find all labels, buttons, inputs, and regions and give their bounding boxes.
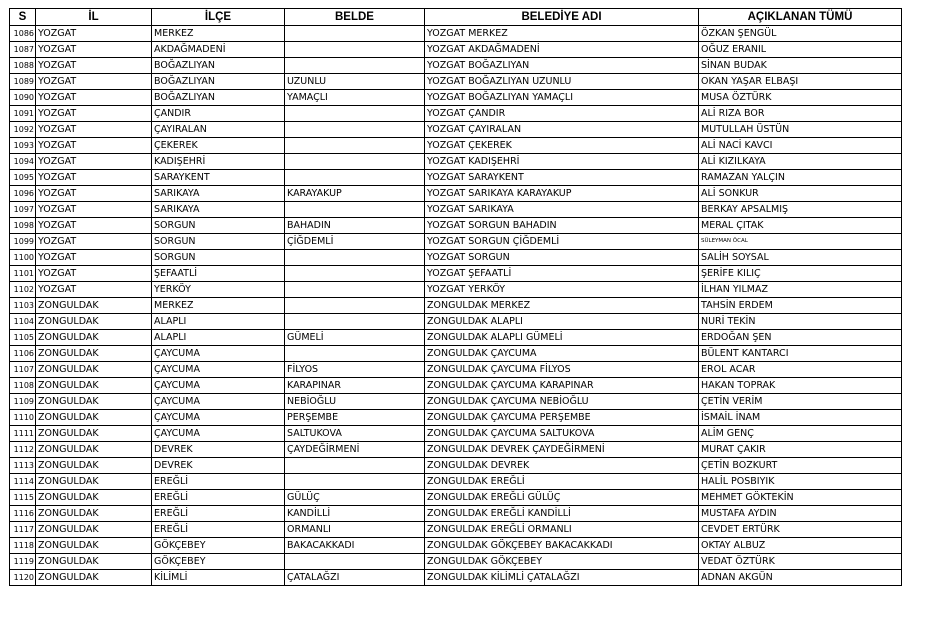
cell-ilce: DEVREK (152, 458, 285, 474)
cell-ilce: EREĞLİ (152, 522, 285, 538)
cell-il: YOZGAT (36, 154, 152, 170)
cell-aciklanan: BERKAY APSALMIŞ (699, 202, 902, 218)
cell-aciklanan: OKAN YAŞAR ELBAŞI (699, 74, 902, 90)
cell-belediye-adi: ZONGULDAK ÇAYCUMA NEBİOĞLU (425, 394, 699, 410)
cell-aciklanan: HAKAN TOPRAK (699, 378, 902, 394)
cell-ilce: BOĞAZLIYAN (152, 90, 285, 106)
cell-belde: SALTUKOVA (285, 426, 425, 442)
cell-aciklanan: EROL ACAR (699, 362, 902, 378)
cell-belde (285, 202, 425, 218)
cell-s: 1104 (10, 314, 36, 330)
table-row (10, 522, 902, 538)
cell-il: ZONGULDAK (36, 314, 152, 330)
cell-belde: BAHADIN (285, 218, 425, 234)
cell-il: YOZGAT (36, 106, 152, 122)
cell-s: 1114 (10, 474, 36, 490)
table-row (10, 570, 902, 586)
cell-belediye-adi: YOZGAT BOĞAZLIYAN UZUNLU (425, 74, 699, 90)
cell-aciklanan: ALİ SONKUR (699, 186, 902, 202)
table-row (10, 26, 902, 42)
cell-belde: KARAPINAR (285, 378, 425, 394)
table-row (10, 362, 902, 378)
cell-il: ZONGULDAK (36, 394, 152, 410)
cell-s: 1117 (10, 522, 36, 538)
table-row (10, 330, 902, 346)
cell-s: 1105 (10, 330, 36, 346)
header-belediye-adi: BELEDİYE ADI (425, 9, 699, 26)
cell-belediye-adi: ZONGULDAK MERKEZ (425, 298, 699, 314)
cell-belde: PERŞEMBE (285, 410, 425, 426)
cell-ilce: ÇAYCUMA (152, 394, 285, 410)
table-row (10, 538, 902, 554)
table-row (10, 234, 902, 250)
cell-aciklanan: HALİL POSBIYIK (699, 474, 902, 490)
cell-belde (285, 250, 425, 266)
cell-belde: ÇİĞDEMLİ (285, 234, 425, 250)
cell-belediye-adi: ZONGULDAK ALAPLI GÜMELİ (425, 330, 699, 346)
cell-ilce: SORGUN (152, 250, 285, 266)
cell-s: 1120 (10, 570, 36, 586)
cell-ilce: SORGUN (152, 218, 285, 234)
cell-aciklanan: ADNAN AKGÜN (699, 570, 902, 586)
cell-aciklanan: ÖZKAN ŞENGÜL (699, 26, 902, 42)
header-s: S (10, 9, 36, 26)
cell-aciklanan: ALİ NACİ KAVCI (699, 138, 902, 154)
cell-ilce: SORGUN (152, 234, 285, 250)
table-row (10, 218, 902, 234)
cell-s: 1101 (10, 266, 36, 282)
cell-il: ZONGULDAK (36, 538, 152, 554)
table-row (10, 282, 902, 298)
cell-ilce: EREĞLİ (152, 490, 285, 506)
cell-belde: GÜMELİ (285, 330, 425, 346)
cell-belediye-adi: YOZGAT SORGUN (425, 250, 699, 266)
cell-belediye-adi: YOZGAT YERKÖY (425, 282, 699, 298)
cell-s: 1102 (10, 282, 36, 298)
cell-aciklanan: MEHMET GÖKTEKİN (699, 490, 902, 506)
cell-aciklanan: NURİ TEKİN (699, 314, 902, 330)
cell-il: ZONGULDAK (36, 442, 152, 458)
cell-belde (285, 266, 425, 282)
cell-belediye-adi: ZONGULDAK EREĞLİ GÜLÜÇ (425, 490, 699, 506)
cell-belediye-adi: ZONGULDAK EREĞLİ (425, 474, 699, 490)
cell-ilce: YERKÖY (152, 282, 285, 298)
cell-aciklanan: SALİH SOYSAL (699, 250, 902, 266)
cell-il: YOZGAT (36, 58, 152, 74)
cell-ilce: ÇAYCUMA (152, 426, 285, 442)
cell-belde (285, 458, 425, 474)
cell-ilce: ÇAYIRALAN (152, 122, 285, 138)
cell-s: 1093 (10, 138, 36, 154)
cell-aciklanan: MUSA ÖZTÜRK (699, 90, 902, 106)
cell-s: 1094 (10, 154, 36, 170)
header-aciklanan: AÇIKLANAN TÜMÜ (699, 9, 902, 26)
cell-s: 1106 (10, 346, 36, 362)
cell-s: 1110 (10, 410, 36, 426)
cell-s: 1113 (10, 458, 36, 474)
cell-il: ZONGULDAK (36, 522, 152, 538)
cell-il: YOZGAT (36, 26, 152, 42)
cell-s: 1097 (10, 202, 36, 218)
table-row (10, 426, 902, 442)
cell-aciklanan: OKTAY ALBUZ (699, 538, 902, 554)
table-row (10, 42, 902, 58)
cell-il: ZONGULDAK (36, 506, 152, 522)
cell-aciklanan: TAHSİN ERDEM (699, 298, 902, 314)
cell-il: YOZGAT (36, 186, 152, 202)
table-row (10, 394, 902, 410)
cell-ilce: GÖKÇEBEY (152, 538, 285, 554)
cell-belediye-adi: YOZGAT ŞEFAATLİ (425, 266, 699, 282)
cell-ilce: AKDAĞMADENİ (152, 42, 285, 58)
table-row (10, 74, 902, 90)
table-row (10, 442, 902, 458)
cell-ilce: SARIKAYA (152, 202, 285, 218)
cell-s: 1108 (10, 378, 36, 394)
cell-belediye-adi: ZONGULDAK ÇAYCUMA SALTUKOVA (425, 426, 699, 442)
table-row (10, 410, 902, 426)
table-row (10, 490, 902, 506)
cell-aciklanan: MURAT ÇAKIR (699, 442, 902, 458)
cell-aciklanan: ALİ RIZA BOR (699, 106, 902, 122)
cell-belde (285, 282, 425, 298)
cell-aciklanan: VEDAT ÖZTÜRK (699, 554, 902, 570)
cell-belediye-adi: ZONGULDAK EREĞLİ ORMANLI (425, 522, 699, 538)
cell-ilce: ÇAYCUMA (152, 410, 285, 426)
cell-s: 1091 (10, 106, 36, 122)
cell-belde (285, 346, 425, 362)
cell-ilce: MERKEZ (152, 298, 285, 314)
cell-ilce: SARAYKENT (152, 170, 285, 186)
cell-aciklanan: ALİ KIZILKAYA (699, 154, 902, 170)
cell-s: 1099 (10, 234, 36, 250)
cell-s: 1112 (10, 442, 36, 458)
cell-s: 1111 (10, 426, 36, 442)
cell-ilce: ÇAYCUMA (152, 362, 285, 378)
cell-s: 1088 (10, 58, 36, 74)
cell-aciklanan: MUTULLAH ÜSTÜN (699, 122, 902, 138)
cell-s: 1087 (10, 42, 36, 58)
cell-il: YOZGAT (36, 202, 152, 218)
cell-belediye-adi: YOZGAT ÇANDIR (425, 106, 699, 122)
cell-il: ZONGULDAK (36, 378, 152, 394)
table-row (10, 122, 902, 138)
cell-aciklanan: BÜLENT KANTARCI (699, 346, 902, 362)
table-row (10, 266, 902, 282)
cell-belde (285, 58, 425, 74)
cell-belediye-adi: YOZGAT AKDAĞMADENİ (425, 42, 699, 58)
cell-aciklanan: OĞUZ ERANIL (699, 42, 902, 58)
cell-aciklanan: ŞERİFE KILIÇ (699, 266, 902, 282)
cell-belde (285, 122, 425, 138)
cell-s: 1086 (10, 26, 36, 42)
table-row (10, 506, 902, 522)
cell-belediye-adi: YOZGAT ÇEKEREK (425, 138, 699, 154)
cell-il: ZONGULDAK (36, 554, 152, 570)
table-row (10, 138, 902, 154)
header-row (10, 9, 902, 26)
cell-belediye-adi: YOZGAT BOĞAZLIYAN YAMAÇLI (425, 90, 699, 106)
cell-belediye-adi: YOZGAT SARIKAYA (425, 202, 699, 218)
table-row (10, 298, 902, 314)
cell-belde (285, 26, 425, 42)
cell-belde: ORMANLI (285, 522, 425, 538)
cell-ilce: ALAPLI (152, 314, 285, 330)
cell-il: YOZGAT (36, 218, 152, 234)
cell-s: 1090 (10, 90, 36, 106)
header-belde: BELDE (285, 9, 425, 26)
cell-s: 1092 (10, 122, 36, 138)
cell-s: 1103 (10, 298, 36, 314)
table-row (10, 186, 902, 202)
table-row (10, 154, 902, 170)
cell-il: YOZGAT (36, 138, 152, 154)
cell-s: 1096 (10, 186, 36, 202)
cell-belediye-adi: ZONGULDAK ÇAYCUMA FİLYOS (425, 362, 699, 378)
cell-belediye-adi: ZONGULDAK KİLİMLİ ÇATALAĞZI (425, 570, 699, 586)
header-ilce: İLÇE (152, 9, 285, 26)
cell-aciklanan: ÇETİN VERİM (699, 394, 902, 410)
cell-belediye-adi: ZONGULDAK DEVREK ÇAYDEĞİRMENİ (425, 442, 699, 458)
cell-ilce: ÇAYCUMA (152, 346, 285, 362)
cell-il: YOZGAT (36, 250, 152, 266)
cell-il: ZONGULDAK (36, 410, 152, 426)
table-row (10, 202, 902, 218)
cell-il: YOZGAT (36, 42, 152, 58)
cell-il: ZONGULDAK (36, 458, 152, 474)
cell-belediye-adi: ZONGULDAK ÇAYCUMA PERŞEMBE (425, 410, 699, 426)
cell-il: ZONGULDAK (36, 490, 152, 506)
cell-belediye-adi: ZONGULDAK GÖKÇEBEY BAKACAKKADI (425, 538, 699, 554)
cell-aciklanan: ALİM GENÇ (699, 426, 902, 442)
cell-il: ZONGULDAK (36, 426, 152, 442)
cell-aciklanan: İLHAN YILMAZ (699, 282, 902, 298)
cell-aciklanan: ERDOĞAN ŞEN (699, 330, 902, 346)
cell-il: ZONGULDAK (36, 298, 152, 314)
cell-belde: YAMAÇLI (285, 90, 425, 106)
cell-aciklanan: MUSTAFA AYDIN (699, 506, 902, 522)
cell-s: 1116 (10, 506, 36, 522)
cell-aciklanan: RAMAZAN YALÇIN (699, 170, 902, 186)
table-row (10, 250, 902, 266)
cell-belde: KARAYAKUP (285, 186, 425, 202)
table-row (10, 474, 902, 490)
table-row (10, 378, 902, 394)
cell-il: YOZGAT (36, 282, 152, 298)
cell-il: YOZGAT (36, 122, 152, 138)
cell-belediye-adi: YOZGAT SORGUN ÇİĞDEMLİ (425, 234, 699, 250)
cell-belediye-adi: ZONGULDAK ÇAYCUMA KARAPINAR (425, 378, 699, 394)
cell-belde (285, 554, 425, 570)
cell-aciklanan: SÜLEYMAN ÖCAL (699, 234, 902, 250)
cell-il: YOZGAT (36, 90, 152, 106)
cell-il: ZONGULDAK (36, 570, 152, 586)
cell-aciklanan: İSMAİL İNAM (699, 410, 902, 426)
cell-belediye-adi: YOZGAT SORGUN BAHADIN (425, 218, 699, 234)
cell-il: YOZGAT (36, 74, 152, 90)
cell-aciklanan: CEVDET ERTÜRK (699, 522, 902, 538)
cell-belediye-adi: ZONGULDAK DEVREK (425, 458, 699, 474)
cell-s: 1119 (10, 554, 36, 570)
table-row (10, 170, 902, 186)
cell-belediye-adi: YOZGAT BOĞAZLIYAN (425, 58, 699, 74)
cell-belediye-adi: ZONGULDAK ÇAYCUMA (425, 346, 699, 362)
cell-ilce: ALAPLI (152, 330, 285, 346)
cell-ilce: ÇAYCUMA (152, 378, 285, 394)
cell-ilce: BOĞAZLIYAN (152, 58, 285, 74)
table-row (10, 458, 902, 474)
cell-ilce: BOĞAZLIYAN (152, 74, 285, 90)
cell-s: 1115 (10, 490, 36, 506)
table-row (10, 106, 902, 122)
cell-belde (285, 42, 425, 58)
cell-belde (285, 298, 425, 314)
cell-ilce: GÖKÇEBEY (152, 554, 285, 570)
cell-ilce: ÇANDIR (152, 106, 285, 122)
cell-belde: NEBİOĞLU (285, 394, 425, 410)
cell-belde (285, 170, 425, 186)
cell-s: 1109 (10, 394, 36, 410)
cell-belde (285, 106, 425, 122)
cell-aciklanan: SİNAN BUDAK (699, 58, 902, 74)
cell-s: 1100 (10, 250, 36, 266)
cell-il: ZONGULDAK (36, 362, 152, 378)
cell-il: ZONGULDAK (36, 474, 152, 490)
cell-ilce: KİLİMLİ (152, 570, 285, 586)
cell-belde: BAKACAKKADI (285, 538, 425, 554)
cell-il: ZONGULDAK (36, 346, 152, 362)
cell-s: 1107 (10, 362, 36, 378)
cell-s: 1098 (10, 218, 36, 234)
header-il: İL (36, 9, 152, 26)
cell-s: 1118 (10, 538, 36, 554)
cell-belediye-adi: ZONGULDAK EREĞLİ KANDİLLİ (425, 506, 699, 522)
cell-il: YOZGAT (36, 266, 152, 282)
cell-belde (285, 138, 425, 154)
cell-il: YOZGAT (36, 170, 152, 186)
table-row (10, 58, 902, 74)
cell-il: ZONGULDAK (36, 330, 152, 346)
table-row (10, 554, 902, 570)
cell-belde: UZUNLU (285, 74, 425, 90)
cell-belde: GÜLÜÇ (285, 490, 425, 506)
table-row (10, 90, 902, 106)
table-row (10, 346, 902, 362)
cell-belde: KANDİLLİ (285, 506, 425, 522)
cell-ilce: MERKEZ (152, 26, 285, 42)
cell-belediye-adi: YOZGAT KADIŞEHRİ (425, 154, 699, 170)
cell-belediye-adi: YOZGAT MERKEZ (425, 26, 699, 42)
cell-belediye-adi: YOZGAT SARAYKENT (425, 170, 699, 186)
municipality-table (9, 8, 902, 586)
cell-belediye-adi: ZONGULDAK GÖKÇEBEY (425, 554, 699, 570)
cell-belde: ÇAYDEĞİRMENİ (285, 442, 425, 458)
table-body (10, 26, 902, 586)
cell-belde: ÇATALAĞZI (285, 570, 425, 586)
cell-belde: FİLYOS (285, 362, 425, 378)
cell-belediye-adi: YOZGAT ÇAYIRALAN (425, 122, 699, 138)
cell-belde (285, 474, 425, 490)
cell-ilce: KADIŞEHRİ (152, 154, 285, 170)
cell-il: YOZGAT (36, 234, 152, 250)
cell-ilce: EREĞLİ (152, 474, 285, 490)
cell-belediye-adi: ZONGULDAK ALAPLI (425, 314, 699, 330)
cell-belde (285, 314, 425, 330)
cell-ilce: ÇEKEREK (152, 138, 285, 154)
cell-s: 1089 (10, 74, 36, 90)
cell-ilce: EREĞLİ (152, 506, 285, 522)
cell-ilce: ŞEFAATLİ (152, 266, 285, 282)
table-row (10, 314, 902, 330)
cell-ilce: SARIKAYA (152, 186, 285, 202)
cell-s: 1095 (10, 170, 36, 186)
cell-belde (285, 154, 425, 170)
cell-aciklanan: MERAL ÇITAK (699, 218, 902, 234)
cell-aciklanan: ÇETİN BOZKURT (699, 458, 902, 474)
cell-belediye-adi: YOZGAT SARIKAYA KARAYAKUP (425, 186, 699, 202)
cell-ilce: DEVREK (152, 442, 285, 458)
